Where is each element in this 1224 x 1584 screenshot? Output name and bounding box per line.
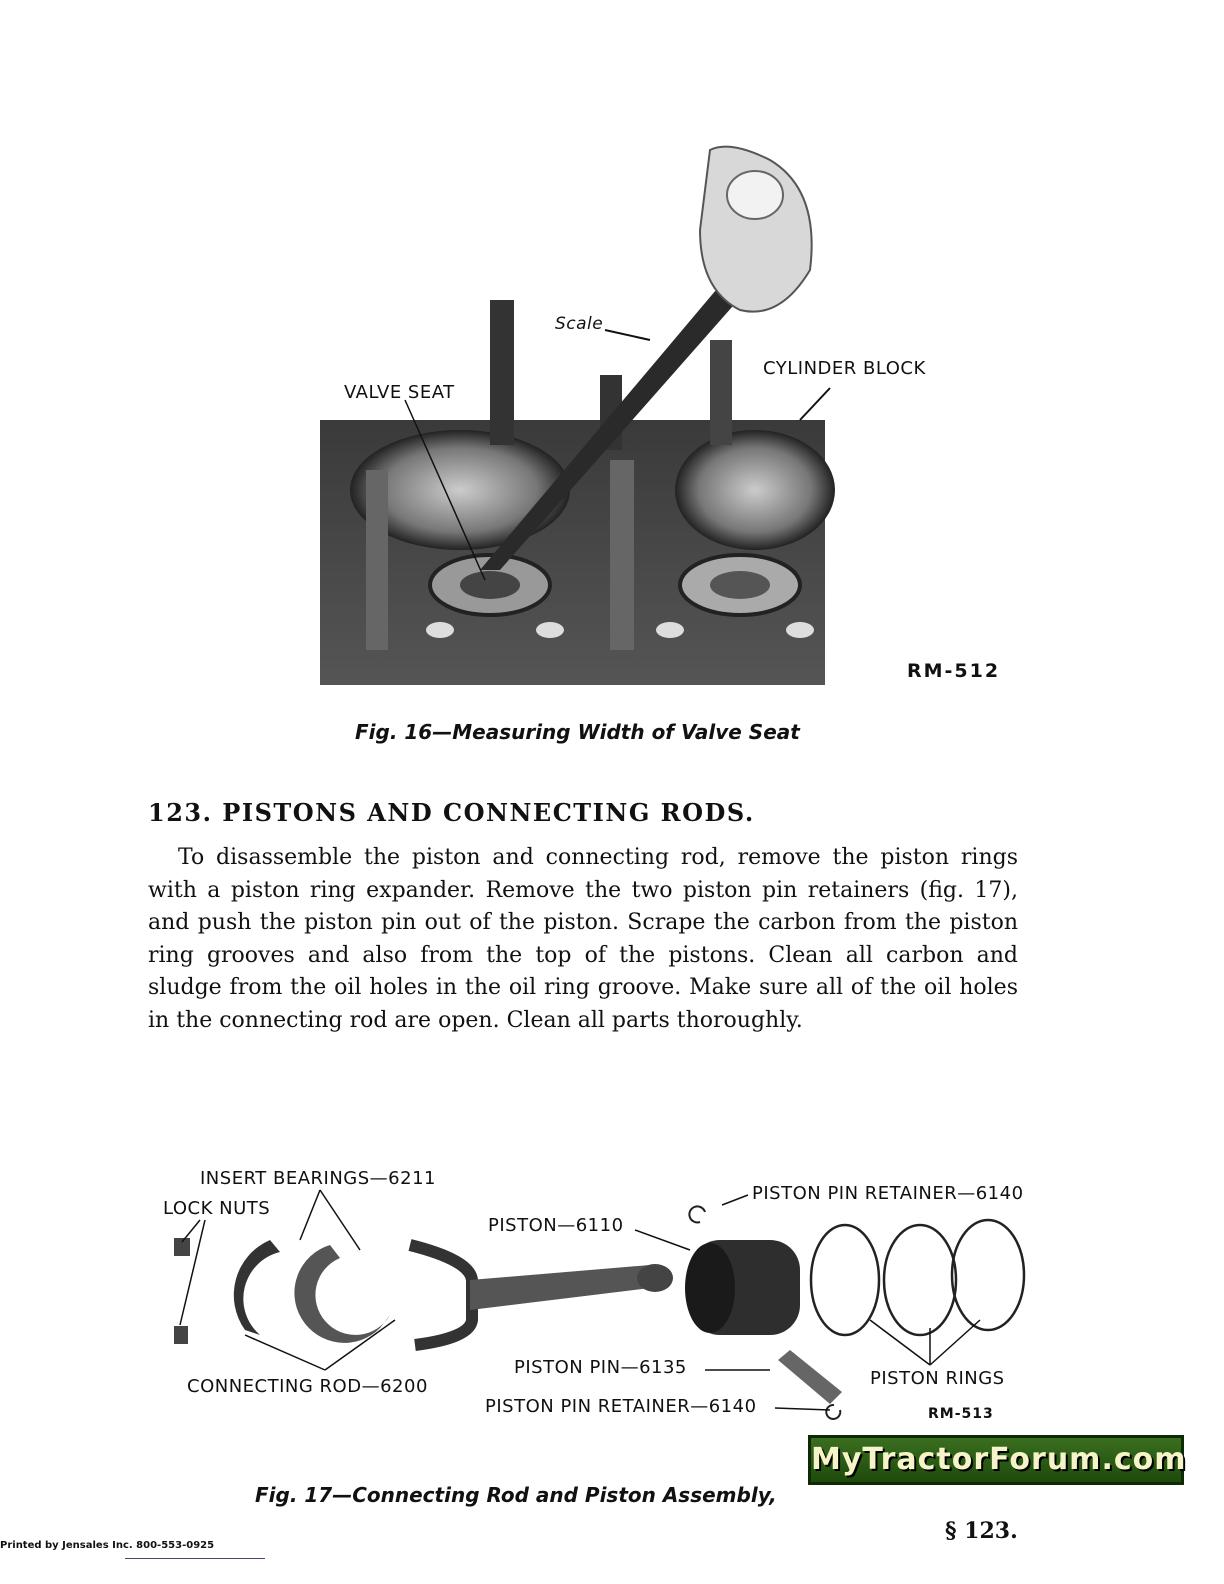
site-watermark: MyTractorForum.com — [808, 1435, 1184, 1485]
valve-seat-photo — [300, 130, 1020, 700]
figure-17 — [150, 1160, 1050, 1430]
connecting-rod-label: CONNECTING ROD—6200 — [187, 1376, 428, 1397]
lock-nuts-label: LOCK NUTS — [163, 1198, 271, 1219]
piston-pin-retainer-bottom-label: PISTON PIN RETAINER—6140 — [485, 1396, 757, 1417]
footer-rule — [125, 1558, 265, 1559]
cylinder-block-label: CYLINDER BLOCK — [763, 358, 926, 379]
figure-16 — [300, 130, 1020, 700]
figure-17-caption: Fig. 17—Connecting Rod and Piston Assembly, — [255, 1483, 777, 1507]
piston-rings-label: PISTON RINGS — [870, 1368, 1005, 1389]
piston-pin-label: PISTON PIN—6135 — [514, 1357, 687, 1378]
section-paragraph: To disassemble the piston and connecting rod, remove the piston rings with a piston ring expander. Remove the two piston pin retainers (fig. 17), and push the piston pin out of the piston. Scrape the carbon from the piston ring grooves and also from the top of the pistons. Clean all carbon and sludge from the oil holes in the oil ring groove. Make sure all of the oil holes in the connecting rod are open. Clean all parts thoroughly. — [148, 845, 1018, 1033]
section-ref: § 123. — [945, 1518, 1018, 1544]
piston-label: PISTON—6110 — [488, 1215, 624, 1236]
scale-label: Scale — [555, 314, 604, 334]
figure-16-ref: RM-512 — [907, 660, 1001, 682]
figure-16-caption: Fig. 16—Measuring Width of Valve Seat — [355, 720, 800, 744]
figure-17-ref: RM-513 — [928, 1406, 994, 1422]
insert-bearings-label: INSERT BEARINGS—6211 — [200, 1168, 436, 1189]
printer-credit: Printed by Jensales Inc. 800-553-0925 — [0, 1540, 215, 1551]
piston-pin-retainer-top-label: PISTON PIN RETAINER—6140 — [752, 1183, 1024, 1204]
section-heading: 123. PISTONS AND CONNECTING RODS. — [148, 798, 755, 827]
section-body — [148, 842, 1018, 1037]
valve-seat-label: VALVE SEAT — [344, 382, 455, 403]
